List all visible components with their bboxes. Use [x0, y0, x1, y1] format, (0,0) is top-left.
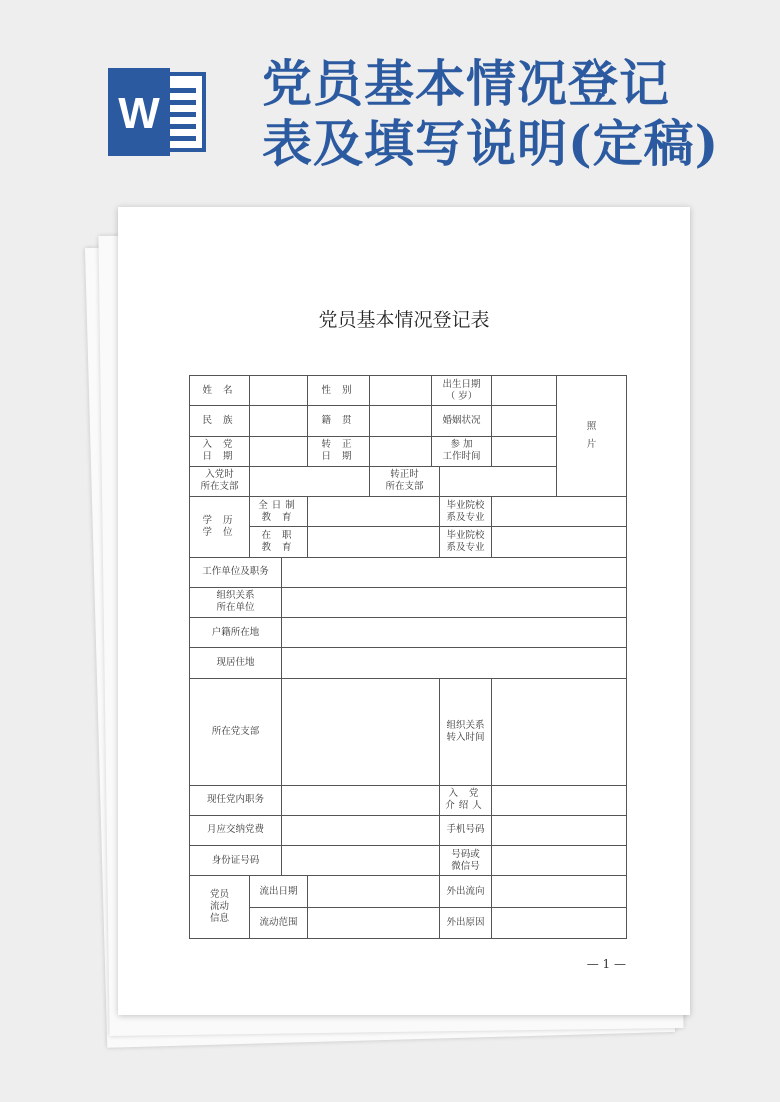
label-regular-date: 转 正 日 期: [308, 436, 370, 466]
label-join-date: 入 党 日 期: [190, 436, 250, 466]
label-wechat: 号码或 微信号: [440, 846, 492, 876]
label-inservice-school: 毕业院校 系及专业: [440, 527, 492, 557]
field-name[interactable]: [250, 376, 308, 406]
field-gender[interactable]: [370, 376, 432, 406]
label-outflow-reason: 外出原因: [440, 907, 492, 938]
label-outflow-date: 流出日期: [250, 876, 308, 907]
label-dues: 月应交纳党费: [190, 815, 282, 845]
field-residence[interactable]: [282, 648, 627, 678]
field-marital-status[interactable]: [492, 406, 557, 436]
field-native-place[interactable]: [370, 406, 432, 436]
label-ethnicity: 民 族: [190, 406, 250, 436]
label-marital-status: 婚姻状况: [432, 406, 492, 436]
logo-letter: W: [118, 89, 160, 138]
label-birth-date: 出生日期 （ 岁）: [432, 376, 492, 406]
label-inservice-edu: 在 职 教 育: [250, 527, 308, 557]
label-education: 学 历 学 位: [190, 497, 250, 558]
page-title-line-2: 表及填写说明(定稿): [262, 114, 720, 173]
field-dues[interactable]: [282, 815, 440, 845]
field-flow-scope[interactable]: [308, 907, 440, 938]
field-join-date[interactable]: [250, 436, 308, 466]
field-outflow-reason[interactable]: [492, 907, 627, 938]
label-join-branch: 入党时 所在支部: [190, 466, 250, 496]
photo-box[interactable]: [557, 376, 627, 497]
field-current-branch[interactable]: [282, 678, 440, 785]
label-residence: 现居住地: [190, 648, 282, 678]
page-number: — 1 —: [586, 957, 626, 971]
label-work-start: 参 加 工作时间: [432, 436, 492, 466]
document-page: [118, 207, 690, 1015]
word-document-icon: [108, 68, 208, 156]
field-introducer[interactable]: [492, 785, 627, 815]
field-fulltime-edu[interactable]: [308, 497, 440, 527]
label-household: 户籍所在地: [190, 618, 282, 648]
label-fulltime-school: 毕业院校 系及专业: [440, 497, 492, 527]
label-gender: 性 别: [308, 376, 370, 406]
document-title: 党员基本情况登记表: [318, 309, 490, 331]
field-party-position[interactable]: [282, 785, 440, 815]
field-work-unit[interactable]: [282, 557, 627, 587]
field-inservice-edu[interactable]: [308, 527, 440, 557]
field-transfer-time[interactable]: [492, 678, 627, 785]
label-fulltime-edu: 全日制 教 育: [250, 497, 308, 527]
label-regular-branch: 转正时 所在支部: [370, 466, 440, 496]
label-outflow-direction: 外出流向: [440, 876, 492, 907]
registration-form-table: [189, 375, 627, 939]
label-current-branch: 所在党支部: [190, 678, 282, 785]
label-org-unit: 组织关系 所在单位: [190, 587, 282, 617]
header: [0, 0, 780, 200]
photo-label-2: 片: [586, 439, 597, 451]
label-work-unit: 工作单位及职务: [190, 557, 282, 587]
field-household[interactable]: [282, 618, 627, 648]
field-org-unit[interactable]: [282, 587, 627, 617]
label-flow-scope: 流动范围: [250, 907, 308, 938]
label-name: 姓 名: [190, 376, 250, 406]
label-transfer-time: 组织关系 转入时间: [440, 678, 492, 785]
label-native-place: 籍 贯: [308, 406, 370, 436]
field-birth-date[interactable]: [492, 376, 557, 406]
field-regular-date[interactable]: [370, 436, 432, 466]
field-wechat[interactable]: [492, 846, 627, 876]
field-work-start[interactable]: [492, 436, 557, 466]
field-ethnicity[interactable]: [250, 406, 308, 436]
field-inservice-school[interactable]: [492, 527, 627, 557]
field-outflow-date[interactable]: [308, 876, 440, 907]
field-id-number[interactable]: [282, 846, 440, 876]
field-outflow-direction[interactable]: [492, 876, 627, 907]
label-id-number: 身份证号码: [190, 846, 282, 876]
label-introducer: 入 党 介绍人: [440, 785, 492, 815]
field-join-branch[interactable]: [250, 466, 370, 496]
page-title-line-1: 党员基本情况登记: [262, 54, 670, 113]
field-phone[interactable]: [492, 815, 627, 845]
label-party-position: 现任党内职务: [190, 785, 282, 815]
label-flow-info: 党员 流动 信息: [190, 876, 250, 939]
field-regular-branch[interactable]: [440, 466, 557, 496]
label-phone: 手机号码: [440, 815, 492, 845]
photo-label-1: 照: [586, 421, 597, 433]
field-fulltime-school[interactable]: [492, 497, 627, 527]
